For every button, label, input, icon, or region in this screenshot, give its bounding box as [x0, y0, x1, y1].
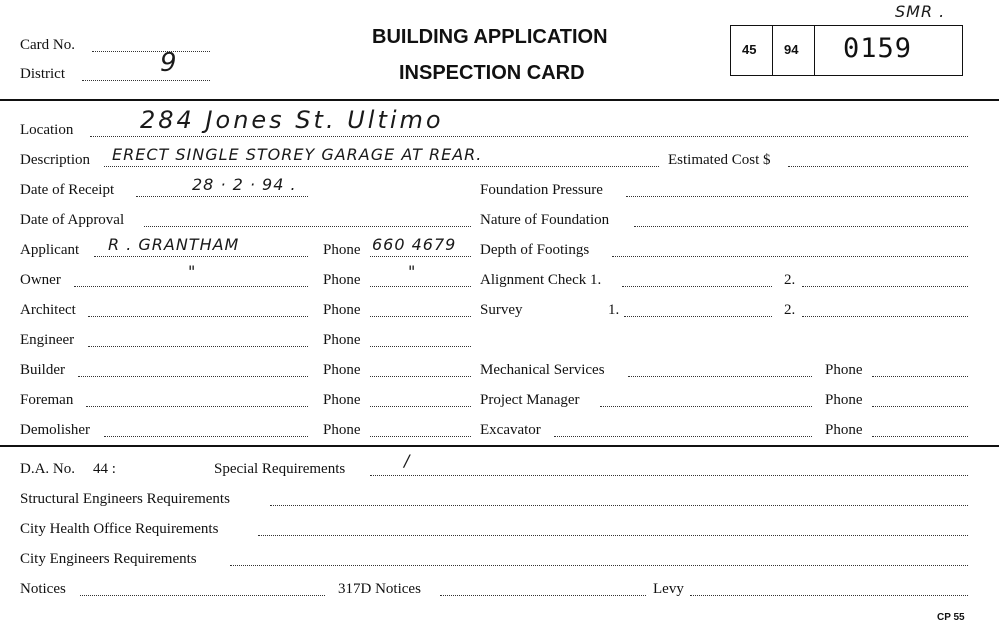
notices-label: Notices — [20, 581, 66, 597]
city-health-dotted-line — [258, 535, 968, 536]
mechanical-services-phone-label: Phone — [825, 362, 863, 378]
card-no-label: Card No. — [20, 37, 75, 53]
builder-phone-dotted-line — [370, 376, 471, 377]
owner-phone-label: Phone — [323, 272, 361, 288]
location-label: Location — [20, 122, 74, 138]
applicant-phone-label: Phone — [323, 242, 361, 258]
title-line-1: BUILDING APPLICATION — [372, 26, 608, 48]
da-no-value: 44 : — [93, 461, 116, 477]
special-requirements-label: Special Requirements — [214, 461, 346, 477]
notices-dotted-line — [80, 595, 325, 596]
architect-phone-label: Phone — [323, 302, 361, 318]
structural-engineers-dotted-line — [270, 505, 968, 506]
engineer-dotted-line — [88, 346, 308, 347]
project-manager-dotted-line — [600, 406, 812, 407]
box-cell-45: 45 — [742, 42, 757, 57]
excavator-label: Excavator — [480, 422, 541, 438]
project-manager-phone-dotted-line — [872, 406, 968, 407]
location-value: 284 Jones St. Ultimo — [140, 106, 444, 134]
form-code: CP 55 — [937, 612, 965, 623]
card-no-dotted-line — [92, 51, 210, 52]
district-label: District — [20, 66, 65, 82]
description-dotted-line — [104, 166, 659, 167]
levy-dotted-line — [690, 595, 968, 596]
foreman-dotted-line — [86, 406, 308, 407]
survey-label: Survey — [480, 302, 523, 318]
card-number-box — [730, 25, 963, 76]
survey-2-label: 2. — [784, 302, 796, 318]
title-line-2: INSPECTION CARD — [399, 62, 585, 84]
date-of-receipt-value: 28 · 2 · 94 . — [192, 175, 297, 194]
project-manager-phone-label: Phone — [825, 392, 863, 408]
foreman-phone-dotted-line — [370, 406, 471, 407]
survey-1-label: 1. — [608, 302, 620, 318]
survey-1-dotted-line — [624, 316, 772, 317]
owner-label: Owner — [20, 272, 61, 288]
owner-phone-dotted-line — [370, 286, 471, 287]
builder-dotted-line — [78, 376, 308, 377]
builder-label: Builder — [20, 362, 65, 378]
architect-phone-dotted-line — [370, 316, 471, 317]
foundation-pressure-dotted-line — [626, 196, 968, 197]
date-of-approval-label: Date of Approval — [20, 212, 125, 228]
engineer-phone-label: Phone — [323, 332, 361, 348]
foundation-pressure-label: Foundation Pressure — [480, 182, 603, 198]
demolisher-phone-dotted-line — [370, 436, 471, 437]
description-value: ERECT SINGLE STOREY GARAGE AT REAR. — [112, 145, 483, 164]
special-requirements-mark: / — [404, 451, 411, 470]
survey-2-dotted-line — [802, 316, 968, 317]
engineer-phone-dotted-line — [370, 346, 471, 347]
architect-dotted-line — [88, 316, 308, 317]
header-rule — [0, 99, 999, 101]
notices-317d-label: 317D Notices — [338, 581, 421, 597]
excavator-phone-label: Phone — [825, 422, 863, 438]
city-engineers-label: City Engineers Requirements — [20, 551, 197, 567]
builder-phone-label: Phone — [323, 362, 361, 378]
nature-of-foundation-dotted-line — [634, 226, 968, 227]
excavator-phone-dotted-line — [872, 436, 968, 437]
architect-label: Architect — [20, 302, 76, 318]
notices-317d-dotted-line — [440, 595, 646, 596]
demolisher-phone-label: Phone — [323, 422, 361, 438]
estimated-cost-label: Estimated Cost $ — [668, 152, 771, 168]
corner-initials: SMR . — [895, 2, 946, 21]
box-cell-94: 94 — [784, 42, 799, 57]
foreman-label: Foreman — [20, 392, 74, 408]
mechanical-services-dotted-line — [628, 376, 812, 377]
da-no-label: D.A. No. — [20, 461, 75, 477]
engineer-label: Engineer — [20, 332, 75, 348]
estimated-cost-dotted-line — [788, 166, 968, 167]
date-of-receipt-dotted-line — [136, 196, 308, 197]
demolisher-dotted-line — [104, 436, 308, 437]
district-dotted-line — [82, 80, 210, 81]
owner-dotted-line — [74, 286, 308, 287]
mid-rule — [0, 445, 999, 447]
applicant-value: R . GRANTHAM — [108, 235, 240, 254]
location-dotted-line — [90, 136, 968, 137]
mechanical-services-label: Mechanical Services — [480, 362, 605, 378]
box-divider-1 — [772, 26, 773, 75]
city-engineers-dotted-line — [230, 565, 968, 566]
alignment-check-label: Alignment Check 1. — [480, 272, 602, 288]
owner-value: " — [188, 262, 197, 281]
applicant-phone-dotted-line — [370, 256, 471, 257]
city-health-label: City Health Office Requirements — [20, 521, 219, 537]
alignment-check-2-dotted-line — [802, 286, 968, 287]
project-manager-label: Project Manager — [480, 392, 580, 408]
date-of-approval-dotted-line — [144, 226, 471, 227]
district-value: 9 — [160, 48, 178, 78]
owner-phone-value: " — [408, 262, 417, 281]
foreman-phone-label: Phone — [323, 392, 361, 408]
special-requirements-dotted-line — [370, 475, 968, 476]
card-number: 0159 — [843, 33, 913, 64]
mechanical-services-phone-dotted-line — [872, 376, 968, 377]
structural-engineers-label: Structural Engineers Requirements — [20, 491, 230, 507]
depth-of-footings-label: Depth of Footings — [480, 242, 590, 258]
demolisher-label: Demolisher — [20, 422, 90, 438]
applicant-label: Applicant — [20, 242, 80, 258]
box-divider-2 — [814, 26, 815, 75]
excavator-dotted-line — [554, 436, 812, 437]
applicant-phone-value: 660 4679 — [372, 235, 457, 254]
alignment-check-2-label: 2. — [784, 272, 796, 288]
description-label: Description — [20, 152, 90, 168]
alignment-check-1-dotted-line — [622, 286, 772, 287]
date-of-receipt-label: Date of Receipt — [20, 182, 115, 198]
applicant-dotted-line — [94, 256, 308, 257]
depth-of-footings-dotted-line — [612, 256, 968, 257]
levy-label: Levy — [653, 581, 684, 597]
nature-of-foundation-label: Nature of Foundation — [480, 212, 610, 228]
